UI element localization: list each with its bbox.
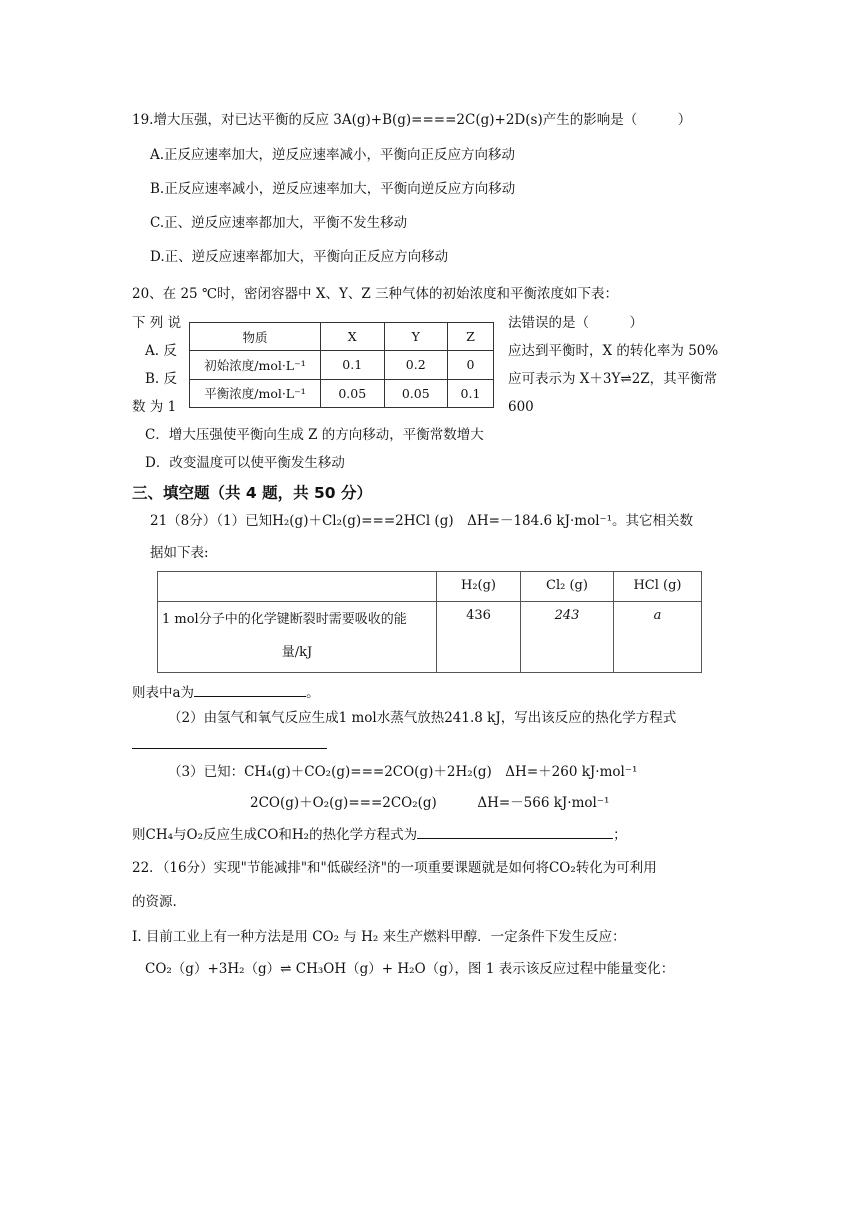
q21-part-3c xyxy=(132,826,627,843)
answer-blank xyxy=(132,738,327,749)
table-cell: 0.2 xyxy=(384,351,448,379)
q20-left-2: A. 反 xyxy=(145,343,177,359)
table-row xyxy=(190,379,494,407)
table-cell: 平衡浓度/mol·L⁻¹ xyxy=(190,379,321,407)
q20-right-2: 应达到平衡时，X 的转化率为 50% xyxy=(508,343,719,359)
answer-blank xyxy=(417,826,613,839)
table-row xyxy=(158,602,702,673)
table-cell: 0.05 xyxy=(321,379,385,407)
q21-bond-energy-table xyxy=(157,571,702,673)
table-header-cell: Y xyxy=(384,323,448,351)
q22-line-2: 的资源. xyxy=(132,894,177,910)
period: 。 xyxy=(306,685,320,701)
table-header-cell: X xyxy=(321,323,385,351)
table-cell: 初始浓度/mol·L⁻¹ xyxy=(190,351,321,379)
table-header-cell: Cl₂ (g) xyxy=(521,572,614,602)
table-cell: 0.05 xyxy=(384,379,448,407)
table-cell: 243 xyxy=(521,602,614,673)
table-row xyxy=(190,351,494,379)
q21-part-3b: 2CO(g)＋O₂(g)===2CO₂(g) ΔH=－566 kJ·mol⁻¹ xyxy=(250,795,610,811)
q19-option-d: D.正、逆反应速率都加大，平衡向正反应方向移动 xyxy=(150,249,449,265)
q22-part-1: Ⅰ. 目前工业上有一种方法是用 CO₂ 与 H₂ 来生产燃料甲醇．一定条件下发生反应： xyxy=(132,929,626,945)
q19-option-b: B.正反应速率减小，逆反应速率加大，平衡向逆反应方向移动 xyxy=(150,181,516,197)
table-cell: 436 xyxy=(437,602,521,673)
table-cell: 0 xyxy=(448,351,494,379)
table-header-cell: 物质 xyxy=(190,323,321,351)
q19-option-c: C.正、逆反应速率都加大，平衡不发生移动 xyxy=(150,215,408,231)
table-cell: 0.1 xyxy=(448,379,494,407)
q20-right-3: 应可表示为 X＋3Y⇌2Z，其平衡常 xyxy=(508,371,718,387)
q20-left-4: 数 为 1 xyxy=(132,399,177,415)
answer-blank xyxy=(194,684,306,697)
table-cell xyxy=(158,602,437,673)
q21-line-1: 21（8分）（1）已知H₂(g)＋Cl₂(g)===2HCl (g) ΔH=－184.6 kJ·mol⁻¹。其它相关数 xyxy=(150,513,694,529)
q21-after-table-text: 则表中a为 xyxy=(132,685,195,701)
q21-part-3a: （3）已知：CH₄(g)＋CO₂(g)===2CO(g)＋2H₂(g) ΔH=＋260 kJ·mol⁻¹ xyxy=(168,764,638,780)
table-cell: 0.1 xyxy=(321,351,385,379)
table-header-cell xyxy=(158,572,437,602)
table-header-row xyxy=(158,572,702,602)
q20-left-3: B. 反 xyxy=(145,371,178,387)
q19-stem: 19.增大压强，对已达平衡的反应 3A(g)+B(g)====2C(g)+2D(s)产生的影响是（ ） xyxy=(132,112,692,128)
q22-line-1: 22．（16分）实现"节能减排"和"低碳经济"的一项重要课题就是如何将CO₂转化为可利用 xyxy=(132,860,657,876)
q21-part-3c-text: 则CH₄与O₂反应生成CO和H₂的热化学方程式为 xyxy=(132,827,418,843)
row-label-line-1: 1 mol分子中的化学键断裂时需要吸收的能 xyxy=(162,612,407,628)
q20-left-1: 下 列 说 xyxy=(132,315,182,331)
q20-option-d: D．改变温度可以使平衡发生移动 xyxy=(145,455,345,471)
table-cell: a xyxy=(614,602,702,673)
q20-concentration-table xyxy=(189,322,494,408)
q20-stem: 20、在 25 ℃时，密闭容器中 X、Y、Z 三种气体的初始浓度和平衡浓度如下表： xyxy=(132,286,619,302)
q22-part-1-equation: CO₂（g）+3H₂（g）⇌ CH₃OH（g）+ H₂O（g），图 1 表示该反应过程中能量变化： xyxy=(145,961,675,977)
semicolon: ； xyxy=(613,827,627,843)
row-label-line-2: 量/kJ xyxy=(281,645,313,661)
table-header-cell: HCl (g) xyxy=(614,572,702,602)
q21-part-2: （2）由氢气和氧气反应生成1 mol水蒸气放热241.8 kJ，写出该反应的热化学方程式 xyxy=(168,710,677,726)
q20-right-1: 法错误的是（ ） xyxy=(508,315,643,331)
q20-right-4: 600 xyxy=(508,399,534,415)
table-header-cell: H₂(g) xyxy=(437,572,521,602)
q21-line-2: 据如下表: xyxy=(150,545,209,561)
q19-option-a: A.正反应速率加大，逆反应速率减小，平衡向正反应方向移动 xyxy=(150,147,516,163)
q21-after-table xyxy=(132,684,320,701)
section-heading: 三、填空题（共 4 题，共 50 分） xyxy=(132,484,372,502)
q20-option-c: C．增大压强使平衡向生成 Z 的方向移动，平衡常数增大 xyxy=(145,427,484,443)
table-header-cell: Z xyxy=(448,323,494,351)
table-header-row xyxy=(190,323,494,351)
